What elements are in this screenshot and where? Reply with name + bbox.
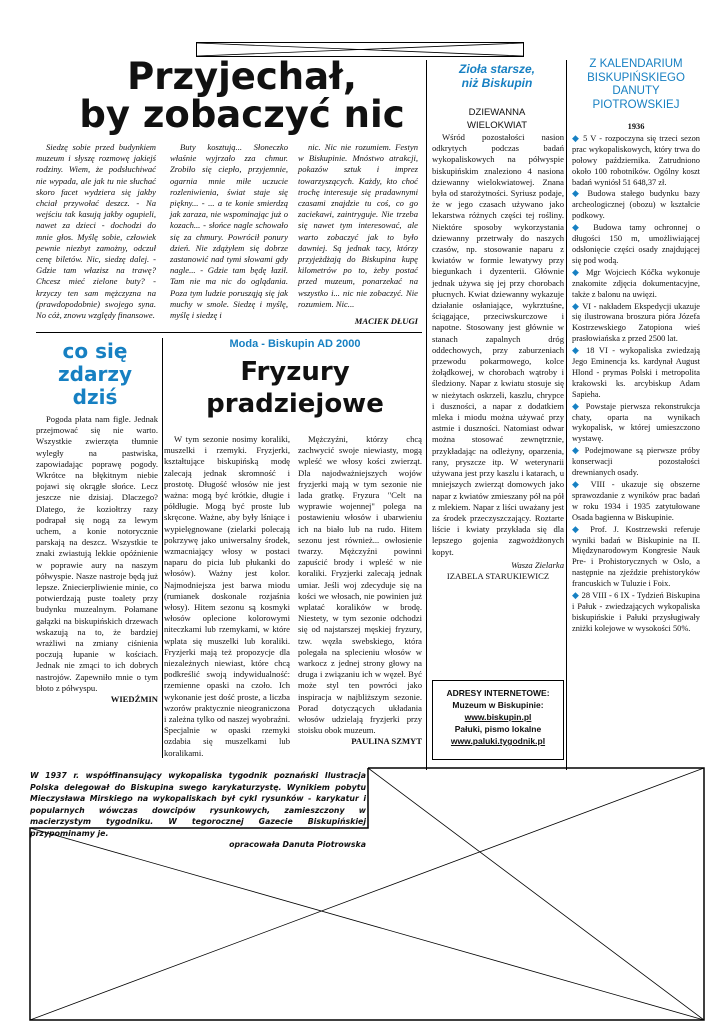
top-article-col-1: [36, 142, 156, 321]
kalendarium-entry-text: VI - nakładem Ekspedycji ukazuje się ilustrowana broszura pióra Józefa Kostrzewskiego Zatopiona wieś prasłowiańska z przed 2500 lat.: [572, 301, 701, 344]
adresy-line-3: Pałuki, pismo lokalne: [454, 724, 542, 734]
kalendarium-entry: [572, 301, 700, 346]
ziola-subtitle-1: DZIEWANNA: [468, 107, 526, 118]
fryzury-text: W tym sezonie nosimy koraliki, muszelki i rzemyki. Fryzjerki, kształtujące biskupińską modę zalecają jednak skromność i prostotę. Długość włosów nie jest ważna: mogą być krótkie, długie i półdługie. Mogą być proste lub skręcone. Ważne, aby były lśniące i wypielęgnowane (zielarki polecają pokrzywę jako uniwersalny środek, wzmacniający włosy w postaci naparu do picia lub płukanki do włosów). Ważny jest kolor. Najmodniejsza jest barwa miodu (rumianek doskonale rozjaśnia włosy). Hitem sezonu są kosmyki włosów oplecione kolorowymi niteczkami lub rzemykami, w które wplata się muszelki lub koraliki. Fryzjerki mają też propozycje dla niezależnych niewiast, które chcą podkreślić swoją indywidualność: rzemienne opaski na czoło. Ich wykonanie jest dość proste, a liczba wzorów praktycznie nieograniczona i zależna tylko od naszej wyobraźni. Specjalnie w opaski rzemyki ozdabia się muszelkami lub koralikami.: [164, 434, 290, 758]
co-sie-title: [30, 340, 160, 409]
headline-przyjechal: [72, 55, 412, 136]
co-sie-body: Pogoda płata nam figle. Jednak przejmować się nie warto. Wszystkie zwierzęta tłumnie wyległy na pastwiska, zapowiadając poprawę pogody. Wkrótce na błękitnym niebie pojawi się okrągłe słońce. Lecz jeszcze nie dzisiaj. Dlaczego? Dlatego, że koziołtrzy razy podrapał się nogą za lewym uchem, a konie notorycznie parskają na deszcz. Wszystkie te znaki zwiastują lekkie opóźnienie w poprawie aury na naszym półwyspie. Nasze nastroje będą już lepsze. Zniecierpliwienie minie, co potwierdzają puste toalety przy budynku muzealnym. Połamane gałązki na biskupińskich drzewach wskazują na to, że bardziej wrażliwi na zmiany ciśnienia poczują łupanie w kościach. Jednak nie zmąci to ich dobrych nastrojów. Zapewniło mnie o tym błoto z półwyspu.: [36, 414, 158, 693]
fryzury-title-1: Fryzury: [240, 357, 350, 387]
kal-header-3: DANUTY: [612, 85, 660, 97]
kalendarium-entry: [572, 345, 700, 401]
kalendarium-entry: [572, 479, 700, 524]
ziola-header: [430, 62, 564, 90]
kalendarium-entry-text: Prof. J. Kostrzewski referuje wyniki badań w Biskupinie na II. Międzynarodowym Kongresie Nauk Pre- i Prohistorycznych w Oslo, a następnie na zjeździe prehistoryków francuskich w Tuluzie i Foix.: [572, 524, 700, 589]
kalendarium-entry-text: Budowa stałego budynku bazy archeologicznej (obozu) w kształcie podkowy.: [572, 189, 700, 221]
diamond-bullet-icon: ◆: [572, 445, 585, 456]
adresy-title: ADRESY INTERNETOWE:: [446, 688, 550, 698]
fryzury-text: Mężczyźni, którzy chcą zachwycić swoje niewiasty, mogą wpleść we włosy kości zwierząt. Dla najodważniejszych wojów fryzjerki mają w tym sezonie nie lada gratkę. Fryzura "Celt na wyprawie wojennej" polega na postawieniu włosów i ubarwieniu ich na biało lub na rudo. Hitem sezonu jest również... owłosienie twarzy. Mężczyźni powinni zapuścić brody i wpleść w nie koraliki. Fryzjerki zalecają jednak umiar. Jeśli woj zdecyduje się na kości we włosach, nie powinien już wplatać koralików w brodę. Niestety, w tym sezonie odchodzi się od najstarszej męskiej fryzury, tzw. węzła swebskiego, która polegała na splecieniu włosów w warkocz z jednej strony głowy na druga i związaniu ich w węzeł. Być może styl ten powróci jako inspiracja w najbliższym sezonie. Porad dotyczących układania włosów udzielają fryzjerki przy stoisku obok muzeum.: [298, 434, 422, 736]
cartoon-image-placeholder: [28, 766, 706, 1024]
fryzury-author: PAULINA SZMYT: [351, 736, 422, 747]
kalendarium-entry: [572, 445, 700, 479]
article-text: Siedzę sobie przed budynkiem muzeum i słyszę rozmowę jakiejś rodziny. Wiem, że podsłuchiwać nie wypada, ale jak tu nie słuchać skoro facet wydziera się jakby chciał przywołać deszcz. - Na wejściu tak kasują jakby ogupieli, nawet za dzieci - dochodzi do mnie głos. Myślę sobie, człowiek pewnie niezbyt zamożny, odczuł cenę biletów. Nic, siedzę dalej. - Gdzie tam włazisz na trawę? Chcesz mieć zielone buty? - krzyczy ten sam mężczyzna na (prawdopodobnie) swojego syna. No cóż, znowu względy finansowe.: [36, 142, 156, 321]
kal-header-1: Z KALENDARIUM: [589, 58, 683, 70]
ziola-title-1: Zioła starsze,: [458, 62, 536, 76]
diamond-bullet-icon: ◆: [572, 523, 591, 534]
divider: [36, 332, 422, 333]
kalendarium-entry: [572, 133, 700, 189]
kalendarium-entry-text: Podejmowane są pierwsze próby konserwacji pozostałości drewnianych osady.: [572, 446, 700, 478]
fryzury-title-2: pradziejowe: [206, 389, 384, 419]
ziola-body: Wśród pozostałości nasion odkrytych podczas badań wykopaliskowych na półwyspie biskupińskim znaleziono 4 nasiona dziewanny wielokwiatowej. Znana była od starożytności. Syriusz podaje, że w jego czasach używano jako lekarstwa różnych części tej rośliny. Niektóre sposoby wykorzystania dziewanny przetrwały do naszych czasów, np. stosowanie naparu z kwiatów w formie lewatywy przy biegunkach i dyzenterii. Głównie jednak używa się jej przy chorobach płucnych. Kwiat dziewanny wykazuje działanie osłaniające, wykrztuśne, ściągające, przeciwskurczowe i napotne. Stosowany jest głównie w stanach zapalnych dróg oddechowych, przy zaburzeniach przewodu pokarmowego, kolce żołądkowej, w chorobach wątroby i śledziony. Napar z kwiatu stosuje się w nieżytach oskrzeli, kaszlu, chrypce i duszności, a napar z dodatkiem mleka i miodu można używać przy astmie i duszności. Natomiast odwar można stosować zewnętrznie, przykładając na odleżyny, oparzenia, rany, pryszcze itp. W weterynarii używana jest przy kaszlu i katarach, u mniejszych zwierząt domowych jako napar z kwiatów zmieszany pół na pół z mlekiem. Napar z liści uważany jest za środek przeczyszczający. Roztarte liście i kwiaty przykłada się dla lepszego gojenia zagwożdżonych kopyt.: [432, 132, 564, 557]
kalendarium-entry: [572, 267, 700, 301]
adresy-box: [432, 680, 564, 760]
divider: [426, 60, 427, 770]
kalendarium-entry-text: Powstaje pierwsza rekonstrukcja chaty, oparta na wynikach wykopalisk, w której umieszczono wystawę.: [572, 401, 700, 444]
ziola-subtitle-2: WIELOKWIAT: [467, 120, 527, 131]
ziola-subtitle: [430, 106, 564, 132]
diamond-bullet-icon: ◆: [572, 300, 583, 311]
fryzury-col-1: [164, 434, 290, 759]
adresy-line-1: Muzeum w Biskupinie:: [452, 700, 544, 710]
kalendarium-header: [570, 58, 702, 112]
kalendarium-entry-text: Budowa tamy ochronnej o długości 150 m, umożliwiającej odsłonięcie części osady znajdującej się pod wodą.: [572, 223, 701, 265]
kalendarium-entry-text: 28 VIII - 6 IX - Tydzień Biskupina i Pałuk - zwiedzających wykopaliska biskupińskie i Pałuki przysługiwały zniżki kolejowe w wysokości 50%.: [572, 591, 700, 633]
diamond-bullet-icon: ◆: [572, 590, 582, 601]
ziola-text: [432, 132, 564, 582]
headline-line-2: by zobaczyć nic: [79, 93, 405, 136]
ziola-signature-author: IZABELA STARUKIEWICZ: [446, 570, 550, 581]
diamond-bullet-icon: ◆: [572, 188, 588, 199]
co-sie-title-2: zdarzy: [58, 362, 132, 386]
kalendarium-entry-text: VIII - ukazuje się obszerne sprawozdanie z wyników prac badań w roku 1934 i 1935 zatytułowane Osada bagienna w Biskupinie.: [572, 480, 701, 522]
kalendarium-entry: [572, 590, 700, 635]
top-article-col-3: [298, 142, 418, 327]
ziola-signature-name: Wasza Zielarka: [511, 559, 564, 570]
top-article-col-2: [170, 142, 288, 321]
kalendarium-list: [572, 133, 700, 635]
kalendarium-entry-text: 18 VI - wykopaliska zwiedzają Jego Eminencja ks. kardynał August Hlond - prymas Polski i metropolita krakowski ks. arcybiskup Adam Sapieha.: [572, 346, 700, 399]
link-biskupin[interactable]: www.biskupin.pl: [464, 712, 532, 722]
link-paluki[interactable]: www.paluki.tygodnik.pl: [450, 736, 546, 746]
kalendarium-entries: [572, 122, 700, 635]
kalendarium-entry-text: Mgr Wojciech Kóčka wykonuje znakomite zdjęcia dokumentacyjne, także z balonu na uwięzi.: [572, 267, 701, 299]
diamond-bullet-icon: ◆: [572, 400, 586, 411]
fryzury-title: [168, 356, 422, 420]
kal-header-2: BISKUPIŃSKIEGO: [587, 71, 685, 84]
divider: [162, 338, 163, 758]
kal-header-4: PIOTROWSKIEJ: [592, 98, 680, 111]
bottom-note-text: W 1937 r. współfinansujący wykopaliska tygodnik poznański Ilustracja Polska delegował do Biskupina swego karykaturzystę. Wynikiem pobytu Mieczysława Mirskiego na wykopaliskach był cykl rysunków - karykatur i popularnych wówczas dowcipów rysunkowych, zamieszczony w macierzystym tygodniku. W tegorocznej Gazecie Biskupińskiej przypominamy je.: [30, 771, 366, 838]
fryzury-col-2: [298, 434, 422, 748]
article-text: Buty kosztują... Słoneczko właśnie wyjrzało zza chmur. Zrobiło się ciepło, przyjemnie, ogarnia mnie miłe uczucie rozleniwienia, świat staje się piękny... - ... a te konie smierdzą jak zaraza, nie wspominając już o kozach... - słońce nagle schowało się za chmury. Powrócił ponury dzień. Nie zdążyłem się dobrze zastanowić nad tymi słowami gdy nagle... - Gdzie tam będę łaził. Tam nie ma nic do oglądania. Poza tym ludzie porusząją się jak muchy w smole. Siedzę i myślę, myślę i siedzę i: [170, 142, 288, 321]
co-sie-author: WIEDŹMIN: [110, 694, 158, 705]
co-sie-title-3: dziś: [72, 385, 118, 409]
headline-line-1: Przyjechał,: [127, 55, 357, 98]
kalendarium-entry: [572, 401, 700, 446]
article-text: nic. Nic nie rozumiem. Festyn w Biskupinie. Mnóstwo atrakcji, pokazów sztuk i imprez towarzyszących. Każdy, kto choć trochę interesuje się pradawnymi czasami znajdzie tu coś, co go zaciekawi, zaintryguje. Nie trzeba się nawet tym interesować, ale warto zobaczyć jak to było dawniej. Są jednak tacy, którzy przyjeżdżają do Biskupina kupę kilometrów po to, żeby postać przed muzeum, ponarzekać na wszystko i... nic nie zobaczyć. Nie rozumiem. Nic...: [298, 142, 418, 309]
diamond-bullet-icon: ◆: [572, 345, 587, 356]
kalendarium-entry: [572, 524, 700, 590]
author-signature: MACIEK DŁUGI: [354, 316, 418, 327]
diamond-bullet-icon: ◆: [572, 266, 586, 277]
co-sie-title-1: co się: [62, 339, 128, 363]
kalendarium-entry-text: 5 V - rozpoczyna się trzeci sezon prac wykopaliskowych, który trwa do połowy października. Zatrudniono około 100 robotników. Ogólny koszt badań wyniósł 51 648,37 zł.: [572, 133, 700, 187]
diamond-bullet-icon: ◆: [572, 479, 591, 489]
diamond-bullet-icon: ◆: [572, 132, 584, 143]
kalendarium-entry: [572, 222, 700, 267]
divider: [566, 60, 567, 770]
kal-year: 1936: [627, 122, 645, 131]
co-sie-text: [36, 414, 158, 705]
ziola-title-2: niż Biskupin: [461, 76, 533, 90]
diamond-bullet-icon: ◆: [572, 222, 594, 233]
kalendarium-entry: [572, 188, 700, 222]
bottom-note-author: opracowała Danuta Piotrowska: [229, 840, 366, 849]
fryzury-header: Moda - Biskupin AD 2000: [229, 338, 361, 350]
